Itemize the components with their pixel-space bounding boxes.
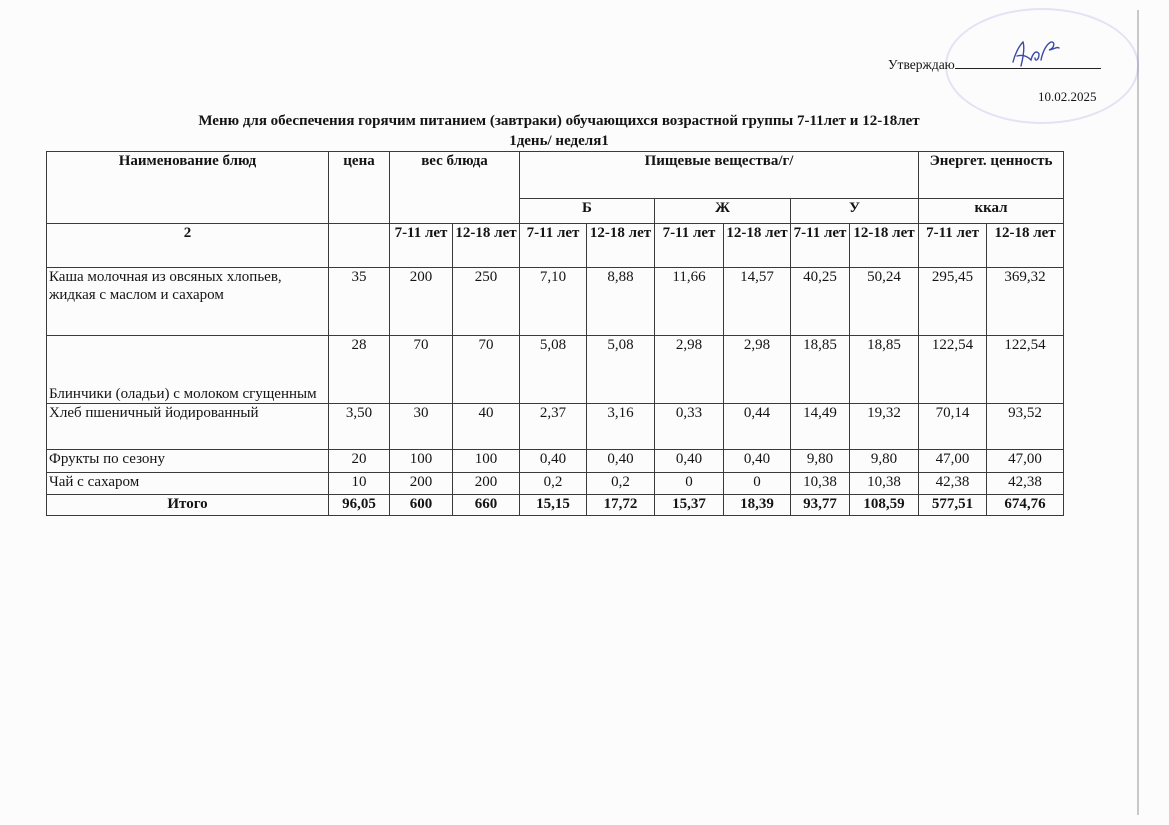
total-weight-old: 660 <box>453 495 520 516</box>
protein-old: 5,08 <box>587 336 655 404</box>
kcal-young: 42,38 <box>919 473 987 495</box>
header-age-young: 7-11 лет <box>655 224 724 268</box>
kcal-old: 47,00 <box>987 450 1064 473</box>
kcal-young: 122,54 <box>919 336 987 404</box>
total-kcal-old: 674,76 <box>987 495 1064 516</box>
header-row-3 <box>47 224 1064 268</box>
approval-line <box>888 56 1101 73</box>
header-age-old: 12-18 лет <box>850 224 919 268</box>
protein-old: 0,40 <box>587 450 655 473</box>
dish-name: Чай с сахаром <box>47 473 329 495</box>
kcal-young: 295,45 <box>919 268 987 336</box>
dish-price: 35 <box>329 268 390 336</box>
carbs-old: 50,24 <box>850 268 919 336</box>
kcal-young: 47,00 <box>919 450 987 473</box>
signature-icon <box>1005 36 1065 70</box>
dish-name: Каша молочная из овсяных хлопьев, жидкая с маслом и сахаром <box>47 268 329 336</box>
weight-young: 30 <box>390 404 453 450</box>
weight-old: 70 <box>453 336 520 404</box>
header-row-1 <box>47 152 1064 199</box>
kcal-old: 42,38 <box>987 473 1064 495</box>
fat-young: 11,66 <box>655 268 724 336</box>
kcal-old: 369,32 <box>987 268 1064 336</box>
carbs-young: 40,25 <box>791 268 850 336</box>
fat-old: 2,98 <box>724 336 791 404</box>
fat-old: 0,44 <box>724 404 791 450</box>
header-nutrients: Пищевые вещества/г/ <box>520 152 919 199</box>
dish-name: Блинчики (оладьи) с молоком сгущенным <box>47 336 329 404</box>
table-row <box>47 473 1064 495</box>
total-protein-old: 17,72 <box>587 495 655 516</box>
total-price: 96,05 <box>329 495 390 516</box>
carbs-old: 19,32 <box>850 404 919 450</box>
fat-young: 0,33 <box>655 404 724 450</box>
protein-young: 0,2 <box>520 473 587 495</box>
header-carbs: У <box>791 199 919 224</box>
fat-old: 14,57 <box>724 268 791 336</box>
carbs-old: 18,85 <box>850 336 919 404</box>
header-age-young: 7-11 лет <box>520 224 587 268</box>
weight-young: 200 <box>390 268 453 336</box>
header-kcal: ккал <box>919 199 1064 224</box>
weight-young: 200 <box>390 473 453 495</box>
total-carbs-young: 93,77 <box>791 495 850 516</box>
dish-name: Хлеб пшеничный йодированный <box>47 404 329 450</box>
kcal-old: 122,54 <box>987 336 1064 404</box>
total-carbs-old: 108,59 <box>850 495 919 516</box>
header-age-young: 7-11 лет <box>791 224 850 268</box>
kcal-young: 70,14 <box>919 404 987 450</box>
page-title: Меню для обеспечения горячим питанием (завтраки) обучающихся возрастной группы 7-11лет и 12-18лет <box>198 113 920 129</box>
weight-young: 70 <box>390 336 453 404</box>
protein-young: 5,08 <box>520 336 587 404</box>
fat-old: 0,40 <box>724 450 791 473</box>
approval-label: Утверждаю <box>888 57 955 72</box>
carbs-old: 10,38 <box>850 473 919 495</box>
fat-young: 0 <box>655 473 724 495</box>
header-age-young: 7-11 лет <box>390 224 453 268</box>
header-name: Наименование блюд <box>47 152 329 224</box>
header-empty <box>329 224 390 268</box>
fat-young: 2,98 <box>655 336 724 404</box>
header-weight: вес блюда <box>390 152 520 224</box>
total-protein-young: 15,15 <box>520 495 587 516</box>
weight-old: 40 <box>453 404 520 450</box>
carbs-old: 9,80 <box>850 450 919 473</box>
total-label: Итого <box>47 495 329 516</box>
fat-old: 0 <box>724 473 791 495</box>
kcal-old: 93,52 <box>987 404 1064 450</box>
protein-young: 2,37 <box>520 404 587 450</box>
carbs-young: 18,85 <box>791 336 850 404</box>
fat-young: 0,40 <box>655 450 724 473</box>
total-row <box>47 495 1064 516</box>
dish-price: 20 <box>329 450 390 473</box>
table-row <box>47 336 1064 404</box>
dish-price: 10 <box>329 473 390 495</box>
carbs-young: 14,49 <box>791 404 850 450</box>
table-row <box>47 404 1064 450</box>
total-fat-old: 18,39 <box>724 495 791 516</box>
header-energy: Энергет. ценность <box>919 152 1064 199</box>
approval-date: 10.02.2025 <box>1038 89 1097 104</box>
protein-old: 3,16 <box>587 404 655 450</box>
page-subtitle: 1день/ неделя1 <box>509 133 609 149</box>
protein-young: 7,10 <box>520 268 587 336</box>
carbs-young: 10,38 <box>791 473 850 495</box>
weight-old: 250 <box>453 268 520 336</box>
header-row-index: 2 <box>47 224 329 268</box>
dish-price: 28 <box>329 336 390 404</box>
header-fat: Ж <box>655 199 791 224</box>
dish-name: Фрукты по сезону <box>47 450 329 473</box>
dish-price: 3,50 <box>329 404 390 450</box>
header-protein: Б <box>520 199 655 224</box>
protein-old: 0,2 <box>587 473 655 495</box>
total-fat-young: 15,37 <box>655 495 724 516</box>
table-row <box>47 450 1064 473</box>
weight-old: 200 <box>453 473 520 495</box>
table-row <box>47 268 1064 336</box>
total-weight-young: 600 <box>390 495 453 516</box>
header-age-old: 12-18 лет <box>987 224 1064 268</box>
protein-old: 8,88 <box>587 268 655 336</box>
total-kcal-young: 577,51 <box>919 495 987 516</box>
menu-table <box>46 151 1064 516</box>
weight-old: 100 <box>453 450 520 473</box>
header-age-old: 12-18 лет <box>453 224 520 268</box>
header-age-young: 7-11 лет <box>919 224 987 268</box>
header-age-old: 12-18 лет <box>587 224 655 268</box>
header-age-old: 12-18 лет <box>724 224 791 268</box>
weight-young: 100 <box>390 450 453 473</box>
page-edge-line <box>1137 10 1139 815</box>
protein-young: 0,40 <box>520 450 587 473</box>
header-price: цена <box>329 152 390 224</box>
carbs-young: 9,80 <box>791 450 850 473</box>
